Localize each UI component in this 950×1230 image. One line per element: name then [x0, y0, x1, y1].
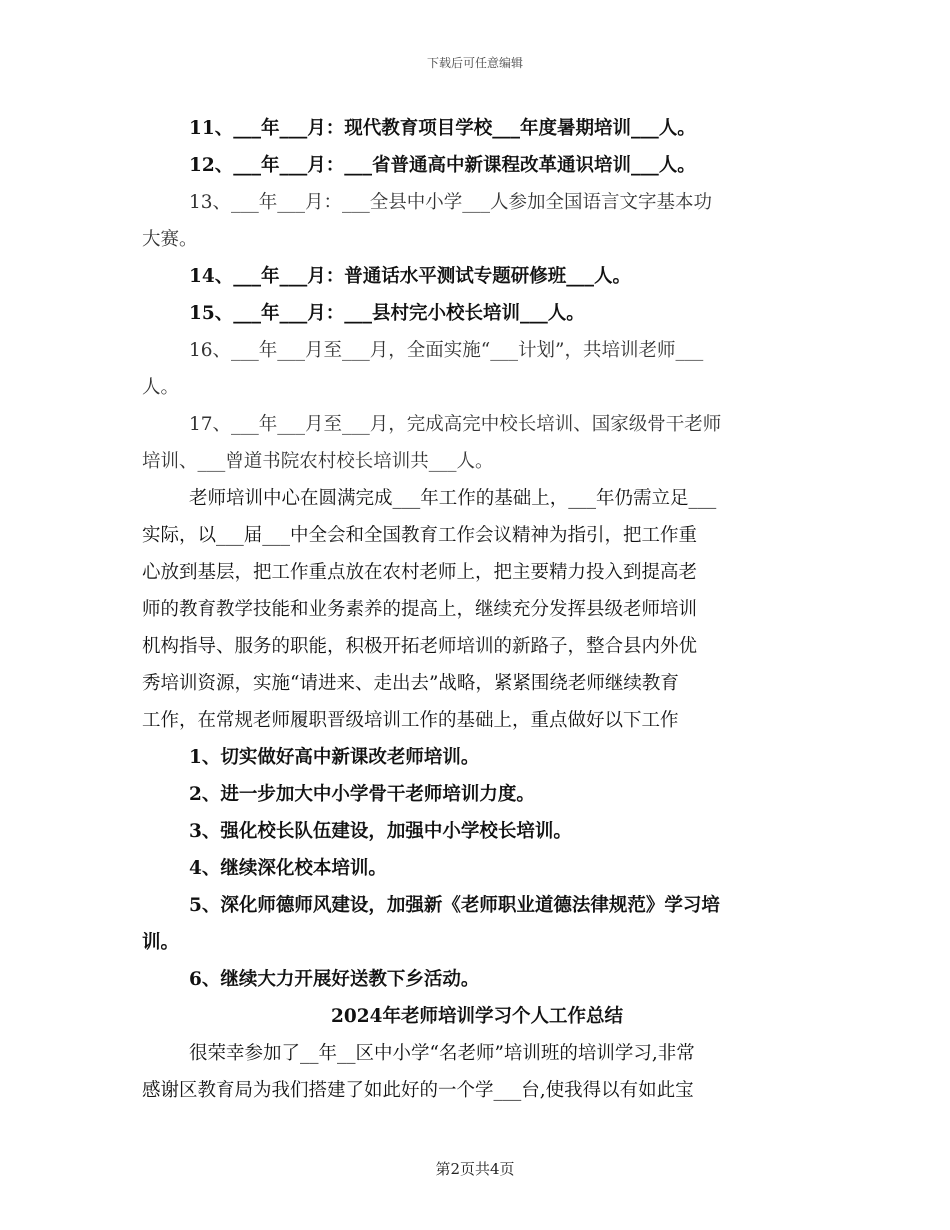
text-line: 11、___年___月：现代教育项目学校___年度暑期培训___人。: [189, 118, 696, 139]
text-line: 2、进一步加大中小学骨干老师培训力度。: [189, 784, 535, 805]
text-line: 人。: [142, 377, 180, 398]
page-header: 下载后可任意编辑: [426, 56, 523, 70]
document-body: [142, 110, 812, 1109]
text-line: 大赛。: [142, 229, 198, 250]
text-line: 实际，以___届___中全会和全国教育工作会议精神为指引，把工作重: [142, 525, 698, 546]
text-line: 3、强化校长队伍建设，加强中小学校长培训。: [189, 821, 572, 842]
text-line: 12、___年___月：___省普通高中新课程改革通识培训___人。: [189, 155, 696, 176]
text-line: 秀培训资源，实施“请进来、走出去”战略，紧紧围绕老师继续教育: [142, 673, 679, 694]
page-footer: 第2页共4页: [435, 1160, 515, 1178]
text-line: 很荣幸参加了__年__区中小学“名老师”培训班的培训学习,非常: [189, 1043, 695, 1064]
text-line: 6、继续大力开展好送教下乡活动。: [189, 969, 480, 990]
text-line: 15、___年___月：___县村完小校长培训___人。: [189, 303, 585, 324]
text-line: 机构指导、服务的职能，积极开拓老师培训的新路子，整合县内外优: [142, 636, 698, 657]
text-line: 13、___年___月：___全县中小学___人参加全国语言文字基本功: [189, 192, 713, 213]
text-line: 心放到基层，把工作重点放在农村老师上，把主要精力投入到提高老: [142, 562, 698, 583]
text-line: 感谢区教育局为我们搭建了如此好的一个学___台,使我得以有如此宝: [142, 1080, 694, 1101]
text-line: 训。: [142, 932, 180, 953]
text-line: 4、继续深化校本培训。: [189, 858, 387, 879]
text-line: 工作，在常规老师履职晋级培训工作的基础上，重点做好以下工作: [142, 710, 679, 731]
text-line: 16、___年___月至___月，全面实施“___计划”，共培训老师___: [189, 340, 704, 361]
text-line: 14、___年___月：普通话水平测试专题研修班___人。: [189, 266, 631, 287]
text-line: 17、___年___月至___月，完成高完中校长培训、国家级骨干老师: [189, 414, 722, 435]
section-title: 2024年老师培训学习个人工作总结: [331, 1006, 623, 1027]
text-line: 1、切实做好高中新课改老师培训。: [189, 747, 480, 768]
text-line: 老师培训中心在圆满完成___年工作的基础上，___年仍需立足___: [189, 488, 717, 509]
text-line: 5、深化师德师风建设，加强新《老师职业道德法律规范》学习培: [189, 895, 720, 916]
text-line: 培训、___曾道书院农村校长培训共___人。: [142, 451, 494, 472]
text-line: 师的教育教学技能和业务素养的提高上，继续充分发挥县级老师培训: [142, 599, 698, 620]
